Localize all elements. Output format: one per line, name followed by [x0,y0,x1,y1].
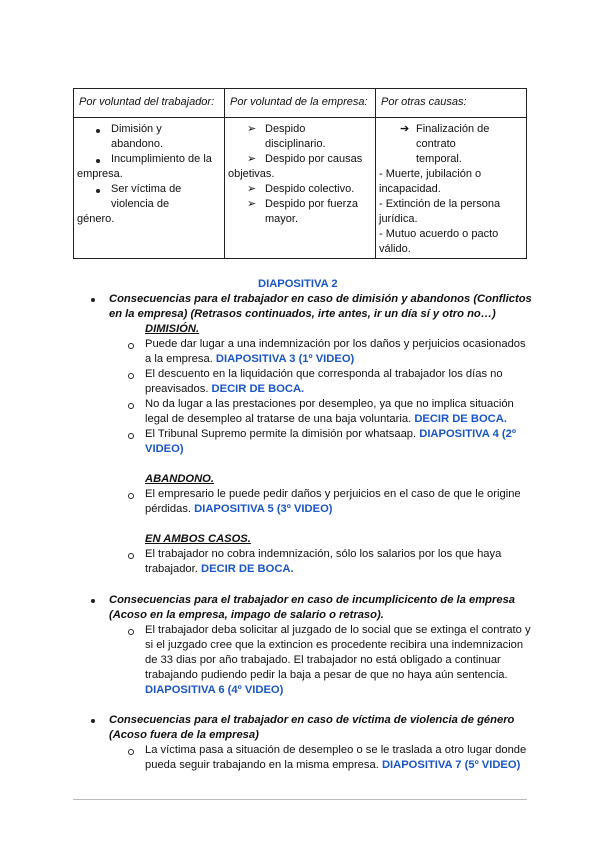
list-item: de 33 dias por año trabajado. El trabajador no está obligado a continuar [145,654,501,666]
header-cell-other: Por otras causas: [376,89,527,118]
bullet-dot-icon [96,129,100,133]
list-item: empresa. [77,168,123,180]
section-1-heading: Consecuencias para el trabajador en caso de dimisión y abandonos (Conflictos [109,293,532,305]
bullet-circle-icon [128,343,134,349]
list-item: género. [77,213,115,225]
bullet-circle-icon [128,403,134,409]
body-cell-worker [74,118,225,259]
header-cell-worker: Por voluntad del trabajador: [74,89,225,118]
slide-reference: DECIR DE BOCA. [200,563,294,575]
list-item: pueda seguir trabajando en la misma empresa. DIAPOSITIVA 7 (5º VIDEO) [145,759,521,771]
list-item: abandono. [111,138,163,150]
arrowhead-icon: ➢ [247,183,257,195]
list-item: objetivas. [228,168,275,180]
list-item: a la empresa. DIAPOSITIVA 3 (1º VIDEO) [145,353,355,365]
arrowhead-icon: ➢ [247,153,257,165]
bullet-circle-icon [128,749,134,755]
header-cell-company: Por voluntad de la empresa: [225,89,376,118]
list-item: El trabajador no cobra indemnización, sólo los salarios por los que haya [145,548,502,560]
subheading-dimision: DIMISIÓN. [145,323,200,335]
list-item: legal de desempleo al tratarse de una baja voluntaria. DECIR DE BOCA. [145,413,507,425]
body-cell-company [225,118,376,259]
table-body-row [74,118,527,259]
section-2-heading-cont: (Acoso en la empresa, impago de salario o retraso). [109,609,384,621]
slide-reference: DECIR DE BOCA. [414,413,507,425]
bullet-dot-icon [91,719,95,723]
list-item: violencia de [111,198,170,210]
subheading-abandono: ABANDONO. [145,473,214,485]
causes-table [73,88,527,259]
slide-reference: VIDEO) [145,443,184,455]
slide-reference: DIAPOSITIVA 6 (4º VIDEO) [145,684,284,696]
list-item: mayor. [265,213,299,225]
list-item: El Tribunal Supremo permite la dimisión por whatsaap. DIAPOSITIVA 4 (2º [145,428,516,440]
slide-reference: DIAPOSITIVA 4 (2º [419,428,516,440]
footer-divider [73,799,527,800]
bullet-circle-icon [128,629,134,635]
list-item: jurídica. [379,213,418,225]
section-3-heading-cont: (Acoso fuera de la empresa) [109,729,259,741]
list-item: - Mutuo acuerdo o pacto [379,228,499,240]
bullet-circle-icon [128,553,134,559]
bullet-dot-icon [91,599,95,603]
list-item: La víctima pasa a situación de desempleo o se le traslada a otro lugar donde [145,744,527,756]
list-item: No da lugar a las prestaciones por desempleo, ya que no implica situación [145,398,514,410]
list-item: El descuento en la liquidación que corresponda al trabajador los días no [145,368,503,380]
list-item: El trabajador deba solicitar al juzgado de lo social que se extinga el contrato y [145,624,531,636]
list-item: El empresario le puede pedir daños y perjuicios en el caso de que le origine [145,488,521,500]
list-item: Despido colectivo. [265,183,355,195]
bullet-circle-icon [128,373,134,379]
slide-reference: DIAPOSITIVA 3 (1º VIDEO) [215,353,355,365]
arrowhead-icon: ➢ [247,198,257,210]
section-3-heading: Consecuencias para el trabajador en caso de víctima de violencia de género [109,714,515,726]
right-arrow-icon: ➔ [400,123,410,135]
slide-2-title: DIAPOSITIVA 2 [258,278,338,290]
list-item: Incumplimiento de la [111,153,212,165]
list-item: trabajador. DECIR DE BOCA. [145,563,294,575]
subheading-ambos-casos: EN AMBOS CASOS. [145,533,251,545]
list-item: Ser víctima de [111,183,182,195]
list-item: pérdidas. DIAPOSITIVA 5 (3º VIDEO) [145,503,333,515]
list-item: temporal. [416,153,462,165]
list-item: Despido [265,123,306,135]
list-item: preavisados. DECIR DE BOCA. [145,383,305,395]
list-item: - Extinción de la persona [379,198,501,210]
list-item: trabajando pudiendo pedir la baja a pesar de que no haya aún sentencia. [145,669,508,681]
slide-reference: DIAPOSITIVA 5 (3º VIDEO) [194,503,333,515]
slide-reference: DECIR DE BOCA. [211,383,305,395]
list-item: Puede dar lugar a una indemnización por los daños y perjuicios ocasionados [145,338,526,350]
list-item: incapacidad. [379,183,441,195]
bullet-dot-icon [91,298,95,302]
section-1-heading-cont: en la empresa) (Retrasos continuados, irte antes, ir un día sí y otro no…) [109,308,496,320]
list-item: si el juzgado cree que la extincion es procedente recibira una indemnizacion [145,639,524,651]
bullet-dot-icon [96,159,100,163]
slide-reference: DIAPOSITIVA 7 (5º VIDEO) [381,759,521,771]
bullet-circle-icon [128,493,134,499]
body-cell-other [376,118,527,259]
list-item: Dimisión y [111,123,162,135]
bullet-dot-icon [96,189,100,193]
list-item: Finalización de [416,123,490,135]
arrowhead-icon: ➢ [247,123,257,135]
list-item: disciplinario. [265,138,326,150]
bullet-circle-icon [128,433,134,439]
list-item: válido. [379,243,411,255]
section-2-heading: Consecuencias para el trabajador en caso de incumplicicento de la empresa [109,594,516,606]
table-header-row [74,89,527,118]
list-item: Despido por fuerza [265,198,358,210]
list-item: - Muerte, jubilación o [379,168,482,180]
list-item: contrato [416,138,456,150]
list-item: Despido por causas [265,153,363,165]
